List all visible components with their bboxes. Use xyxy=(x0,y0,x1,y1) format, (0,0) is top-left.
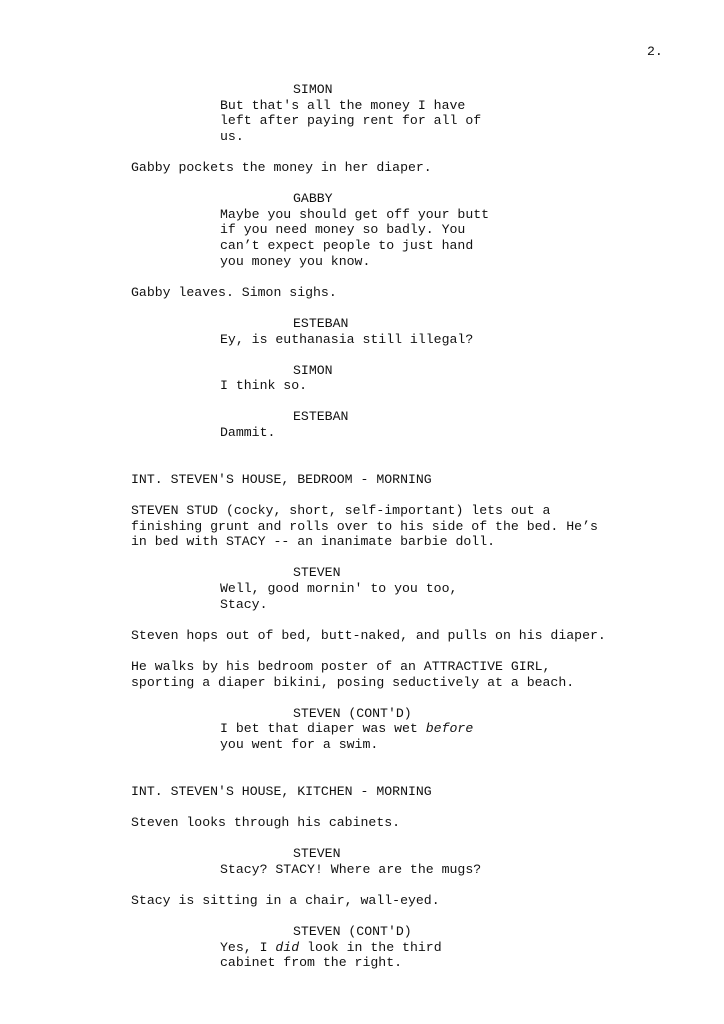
dialogue-line xyxy=(0,721,724,737)
action-line: Gabby leaves. Simon sighs. xyxy=(131,284,337,300)
scene-heading: INT. STEVEN'S HOUSE, KITCHEN - MORNING xyxy=(131,783,432,799)
dialogue-line: I think so. xyxy=(220,378,308,394)
dialogue-text: I bet that diaper was wet xyxy=(220,721,426,737)
dialogue-line: Ey, is euthanasia still illegal? xyxy=(220,331,474,347)
action-line: Gabby pockets the money in her diaper. xyxy=(131,159,432,175)
scene-heading: INT. STEVEN'S HOUSE, BEDROOM - MORNING xyxy=(131,471,432,487)
dialogue-line: if you need money so badly. You xyxy=(220,222,466,238)
dialogue-line: Stacy? STACY! Where are the mugs? xyxy=(220,861,482,877)
dialogue-line: Well, good mornin' to you too, xyxy=(220,581,458,596)
action-line: He walks by his bedroom poster of an ATTRACTIVE GIRL, xyxy=(131,658,551,674)
character-cue: SIMON xyxy=(293,362,333,378)
dialogue-line: But that's all the money I have xyxy=(220,97,466,113)
dialogue-line: you money you know. xyxy=(220,253,371,269)
character-cue: STEVEN (CONT'D) xyxy=(293,705,412,721)
dialogue-line: Maybe you should get off your butt xyxy=(220,206,490,222)
action-line: in bed with STACY -- an inanimate barbie doll. xyxy=(131,534,496,550)
dialogue-line: Stacy. xyxy=(220,596,268,612)
page-number: 2. xyxy=(647,44,663,59)
dialogue-line: you went for a swim. xyxy=(220,736,379,752)
character-cue: STEVEN (CONT'D) xyxy=(293,924,412,940)
character-cue: STEVEN xyxy=(293,565,341,581)
dialogue-line: cabinet from the right. xyxy=(220,955,403,971)
dialogue-line: can’t expect people to just hand xyxy=(220,237,474,253)
character-cue: SIMON xyxy=(293,82,333,97)
character-cue: GABBY xyxy=(293,191,333,207)
action-line: sporting a diaper bikini, posing seductively at a beach. xyxy=(131,674,575,690)
dialogue-emphasis: did xyxy=(275,939,300,955)
dialogue-text: Yes, I xyxy=(220,939,276,955)
dialogue-line: left after paying rent for all of xyxy=(220,113,482,129)
character-cue: STEVEN xyxy=(293,846,341,862)
action-line: Stacy is sitting in a chair, wall-eyed. xyxy=(131,892,440,908)
dialogue-line: Dammit. xyxy=(220,425,276,441)
action-line: finishing grunt and rolls over to his side of the bed. He’s xyxy=(131,518,598,534)
dialogue-text: look in the third xyxy=(299,939,442,955)
action-line: Steven looks through his cabinets. xyxy=(131,814,401,830)
dialogue-emphasis: before xyxy=(425,721,474,737)
script-body xyxy=(0,82,724,971)
action-line: Steven hops out of bed, butt-naked, and pulls on his diaper. xyxy=(131,627,606,643)
character-cue: ESTEBAN xyxy=(293,315,349,331)
action-line: STEVEN STUD (cocky, short, self-important) lets out a xyxy=(131,503,551,519)
dialogue-line: us. xyxy=(220,128,244,144)
dialogue-line xyxy=(0,940,724,956)
character-cue: ESTEBAN xyxy=(293,409,349,425)
